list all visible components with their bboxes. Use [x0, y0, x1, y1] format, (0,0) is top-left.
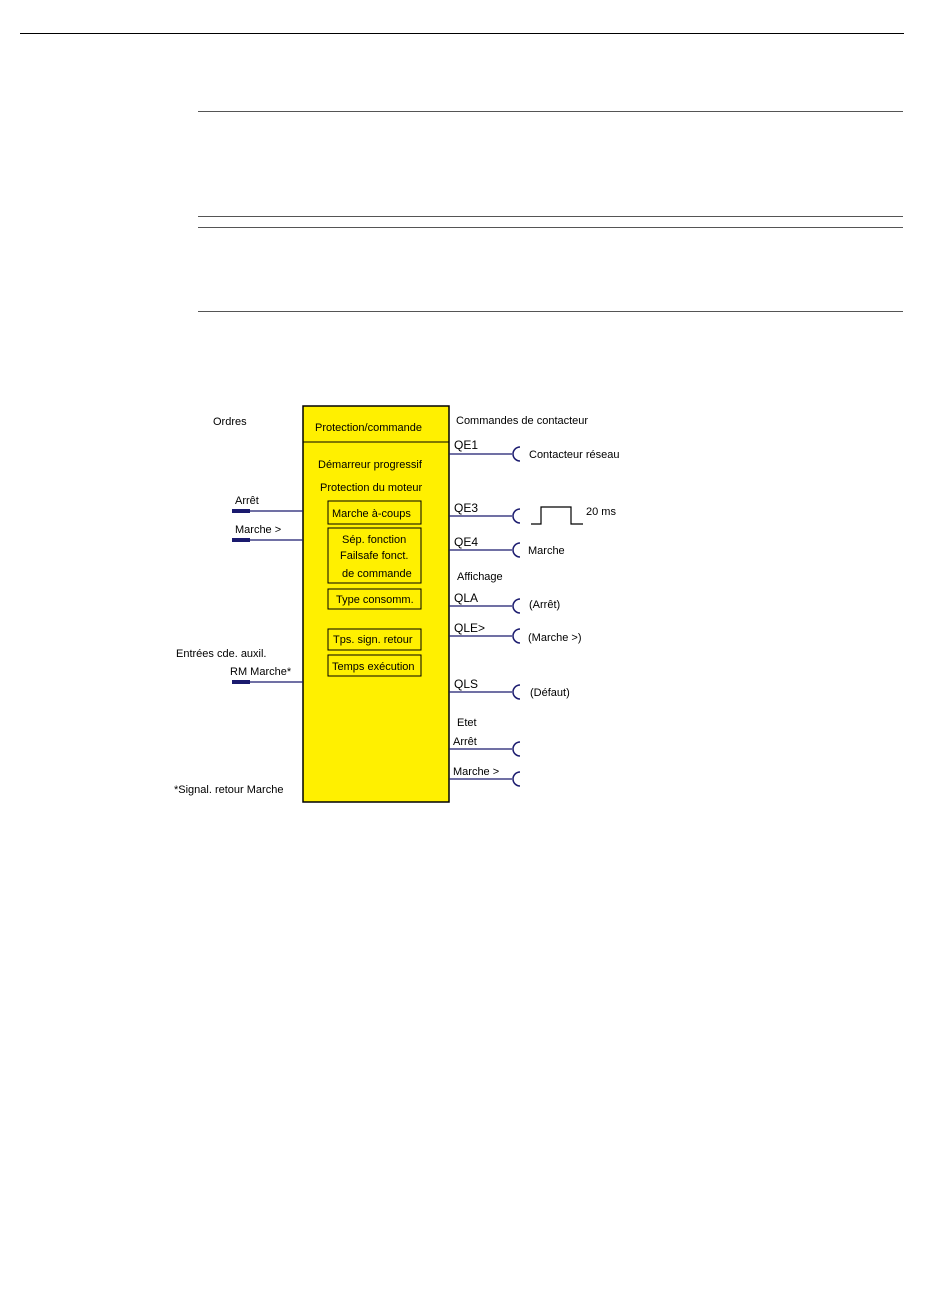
qla-connector-icon [513, 599, 520, 613]
failsafe-label-3: de commande [342, 568, 412, 580]
qle-desc: (Marche >) [528, 632, 582, 644]
failsafe-label-1: Sép. fonction [342, 534, 407, 546]
qls-label: QLS [454, 677, 479, 691]
qe1-connector-icon [513, 447, 520, 461]
input-stop-label: Arrêt [235, 495, 259, 507]
load-type-label: Type consomm. [336, 594, 414, 606]
block-subtitle-soft-starter: Démarreur progressif [318, 459, 422, 471]
display-header: Affichage [457, 571, 503, 583]
footnote: *Signal. retour Marche [174, 784, 284, 796]
state-header: Etet [457, 717, 477, 729]
qle-connector-icon [513, 629, 520, 643]
aux-inputs-header: Entrées cde. auxil. [176, 648, 267, 660]
feedback-time-label: Tps. sign. retour [333, 634, 413, 646]
qls-desc: (Défaut) [530, 687, 570, 699]
qle-label: QLE> [454, 621, 486, 635]
input-rm-run-label: RM Marche* [230, 666, 292, 678]
outputs-header: Commandes de contacteur [456, 415, 589, 427]
qla-label: QLA [454, 591, 479, 605]
qe3-pulse-label: 20 ms [586, 506, 616, 518]
input-run-label: Marche > [235, 524, 282, 536]
qe4-label: QE4 [454, 535, 479, 549]
block-title: Protection/commande [315, 422, 422, 434]
state-stop-connector-icon [513, 742, 520, 756]
exec-time-label: Temps exécution [332, 661, 415, 673]
qla-desc: (Arrêt) [529, 599, 561, 611]
inputs-header: Ordres [213, 416, 247, 428]
failsafe-label-2: Failsafe fonct. [340, 550, 409, 562]
qe3-connector-icon [513, 509, 520, 523]
qe4-desc: Marche [528, 545, 565, 557]
state-run-connector-icon [513, 772, 520, 786]
qe3-label: QE3 [454, 501, 479, 515]
jog-label: Marche à-coups [332, 508, 411, 520]
state-stop-label: Arrêt [453, 736, 477, 748]
qe1-label: QE1 [454, 438, 479, 452]
qls-connector-icon [513, 685, 520, 699]
block-subtitle-motor-protection: Protection du moteur [320, 482, 423, 494]
qe1-desc: Contacteur réseau [529, 449, 620, 461]
qe4-connector-icon [513, 543, 520, 557]
pulse-icon [531, 507, 583, 524]
state-run-label: Marche > [453, 766, 500, 778]
